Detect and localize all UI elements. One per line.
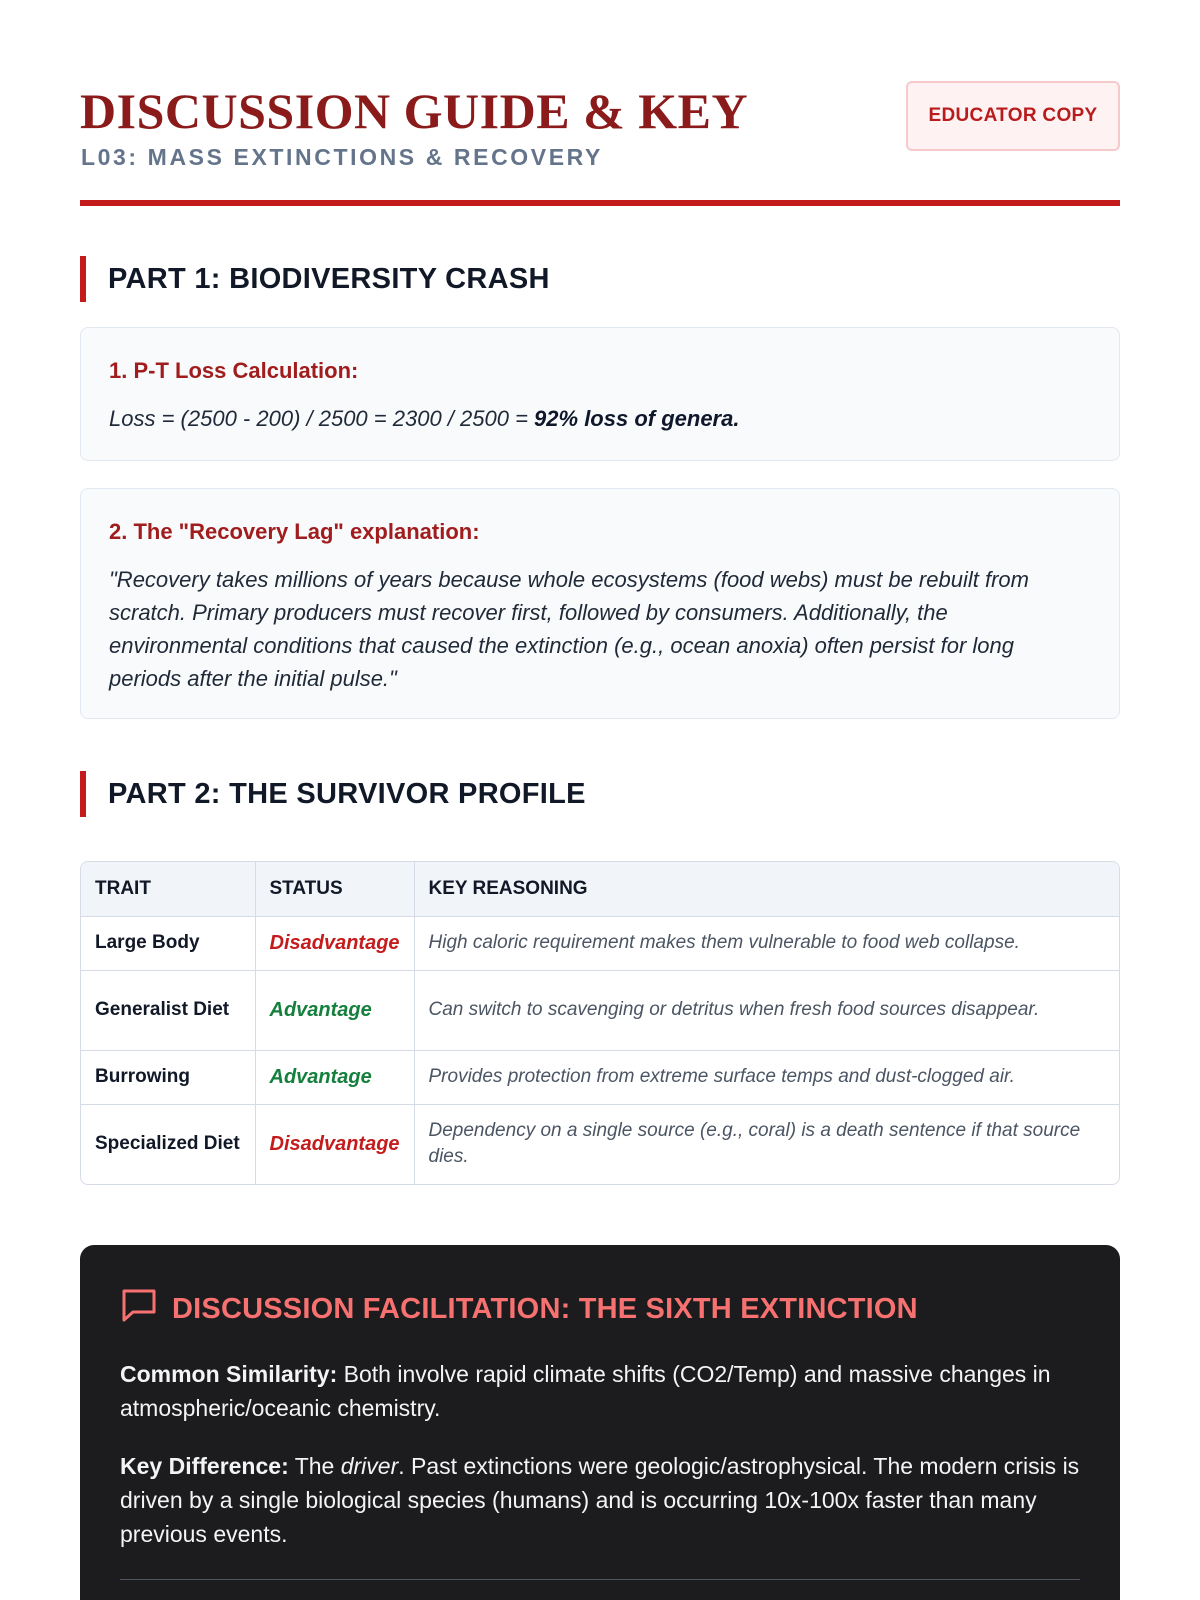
difference-lead: Key Difference: xyxy=(120,1453,289,1479)
page xyxy=(80,0,1120,1547)
table-row xyxy=(81,1104,1119,1184)
table-row xyxy=(81,970,1119,1050)
reasoning-cell: Provides protection from extreme surface temps and dust-clogged air. xyxy=(414,1050,1119,1104)
pt-loss-card xyxy=(80,327,1120,461)
reasoning-cell: Dependency on a single source (e.g., coral) is a death sentence if that source dies. xyxy=(428,1120,1081,1168)
facilitation-box xyxy=(80,1245,1120,1600)
column-header-trait: TRAIT xyxy=(81,862,255,916)
facilitation-divider xyxy=(120,1579,1080,1580)
pt-loss-expression: Loss = (2500 - 200) / 2500 = 2300 / 2500 = xyxy=(109,406,535,431)
trait-cell: Generalist Diet xyxy=(81,970,255,1050)
part2-heading: PART 2: THE SURVIVOR PROFILE xyxy=(80,771,1120,817)
recovery-lag-text: "Recovery takes millions of years because whole ecosystems (food webs) must be rebuilt from scratch. Primary producers must recover first, followed by consumers. Additionally, the environmental conditions that caused the extinction (e.g., ocean anoxia) often persist for long periods after the initial pulse." xyxy=(109,567,1029,691)
difference-pre: The xyxy=(288,1453,341,1479)
status-cell: Disadvantage xyxy=(255,916,414,970)
facilitation-heading xyxy=(120,1287,1080,1331)
recovery-lag-label: 2. The "Recovery Lag" explanation: xyxy=(109,519,480,544)
table-header-row xyxy=(81,862,1119,916)
similarity-text: Both involve rapid climate shifts (CO2/Temp) and massive changes in atmospheric/oceanic chemistry. xyxy=(120,1361,1051,1421)
trait-cell: Specialized Diet xyxy=(81,1104,255,1184)
survivor-table xyxy=(80,861,1120,1185)
similarity-paragraph xyxy=(120,1357,1080,1425)
status-cell: Advantage xyxy=(255,1050,414,1104)
header-divider xyxy=(80,200,1120,206)
recovery-lag-card xyxy=(80,488,1120,719)
difference-emphasis: driver xyxy=(340,1453,399,1479)
educator-copy-badge: EDUCATOR COPY xyxy=(906,81,1120,151)
page-subtitle: L03: MASS EXTINCTIONS & RECOVERY xyxy=(81,144,603,170)
trait-cell: Large Body xyxy=(81,916,255,970)
page-title: DISCUSSION GUIDE & KEY xyxy=(80,83,749,139)
page-header xyxy=(80,0,1120,208)
reasoning-cell: Can switch to scavenging or detritus when fresh food sources disappear. xyxy=(414,970,1119,1050)
facilitation-title: DISCUSSION FACILITATION: THE SIXTH EXTINCTION xyxy=(172,1292,918,1325)
difference-paragraph xyxy=(120,1449,1080,1551)
status-cell: Advantage xyxy=(255,970,414,1050)
part1-heading: PART 1: BIODIVERSITY CRASH xyxy=(80,256,1120,302)
pt-loss-label: 1. P-T Loss Calculation: xyxy=(109,358,359,383)
pt-loss-result: 92% loss of genera. xyxy=(534,406,740,431)
table-row xyxy=(81,1050,1119,1104)
similarity-lead: Common Similarity: xyxy=(120,1361,338,1387)
trait-cell: Burrowing xyxy=(81,1050,255,1104)
column-header-reasoning: KEY REASONING xyxy=(414,862,1119,916)
column-header-status: STATUS xyxy=(255,862,414,916)
reasoning-cell: High caloric requirement makes them vulnerable to food web collapse. xyxy=(414,916,1119,970)
pt-loss-formula xyxy=(109,402,1091,435)
status-cell: Disadvantage xyxy=(255,1104,414,1184)
table-row xyxy=(81,916,1119,970)
difference-text: . Past extinctions were geologic/astrophysical. The modern crisis is driven by a single biological species (humans) and is occurring 10x-100x faster than many previous events. xyxy=(120,1453,1080,1547)
speech-bubble-icon xyxy=(120,1287,158,1331)
